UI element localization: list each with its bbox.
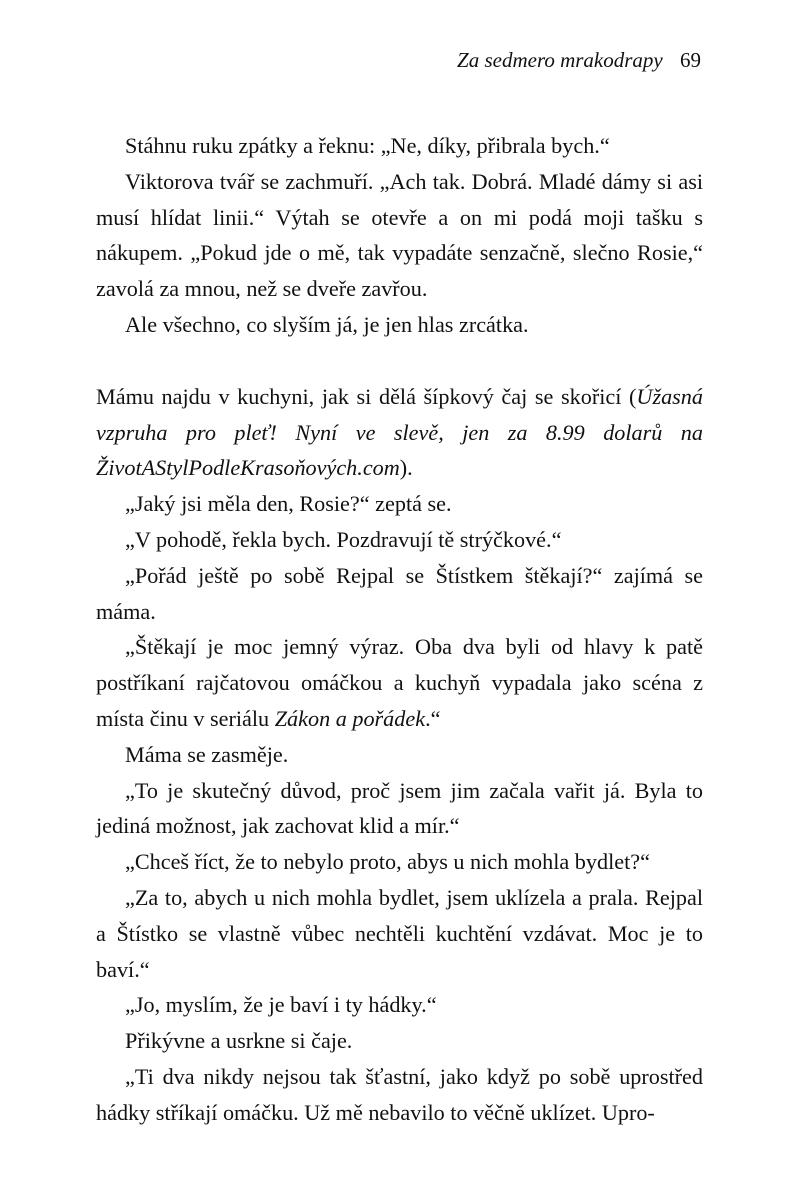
running-header <box>457 48 701 73</box>
paragraph: Viktorova tvář se zachmuří. „Ach tak. Dobrá. Mladé dámy si asi musí hlídat linii.“ Výtah se otevře a on mi podá moji tašku s nákupem. „Pokud jde o mě, tak vypadáte senzačně, slečno Rosie,“ zavolá za mnou, než se dveře zavřou. <box>96 168 703 302</box>
running-title: Za sedmero mrakodrapy <box>457 48 663 72</box>
page-body <box>96 128 703 1131</box>
paragraph: Přikývne a usrkne si čaje. <box>125 1028 353 1054</box>
paragraph: Stáhnu ruku zpátky a řeknu: „Ne, díky, přibrala bych.“ <box>125 133 610 158</box>
paragraph: Máma se zasměje. <box>125 741 289 767</box>
paragraph: „Chceš říct, že to nebylo proto, abys u nich mohla bydlet?“ <box>125 849 650 875</box>
paragraph: „V pohodě, řekla bych. Pozdravují tě strýčkové.“ <box>125 526 562 552</box>
paragraph: „Jo, myslím, že je baví i ty hádky.“ <box>125 992 437 1018</box>
paragraph: Ale všechno, co slyším já, je jen hlas zrcátka. <box>125 311 529 337</box>
paragraph-text: „Štěkají je moc jemný výraz. Oba dva byli od hlavy k patě postříkaní rajčatovou omáčkou a kuchyň vypadala jako scéna z místa činu v seriálu <box>96 634 703 731</box>
paragraph-text: Mámu najdu v kuchyni, jak si dělá šípkový čaj se skořicí ( <box>96 383 637 409</box>
section-break <box>96 343 703 379</box>
paragraph: „Za to, abych u nich mohla bydlet, jsem uklízela a prala. Rejpal a Štístko se vlastně vůbec nechtěli kuchtění vzdávat. Moc je to baví.“ <box>96 884 703 982</box>
paragraph <box>96 379 703 486</box>
italic-text: Zákon a pořádek <box>274 705 426 731</box>
paragraph-text: ). <box>399 455 413 481</box>
paragraph: „Ti dva nikdy nejsou tak šťastní, jako když po sobě uprostřed hádky stříkají omáčku. Už mě nebavilo to věčně uklízet. Upro- <box>96 1063 703 1125</box>
paragraph <box>96 629 703 736</box>
page-number: 69 <box>680 48 701 72</box>
paragraph: „To je skutečný důvod, proč jsem jim začala vařit já. Byla to jediná možnost, jak zachovat klid a mír.“ <box>96 777 703 839</box>
paragraph-text: .“ <box>425 705 441 731</box>
italic-text: Úžasná vzpruha pro pleť! Nyní ve slevě, jen za 8.99 dolarů na ŽivotAStylPodleKrasoňových.com <box>96 383 703 481</box>
paragraph: „Jaký jsi měla den, Rosie?“ zeptá se. <box>125 491 452 517</box>
paragraph: „Pořád ještě po sobě Rejpal se Štístkem štěkají?“ zajímá se máma. <box>96 562 703 624</box>
